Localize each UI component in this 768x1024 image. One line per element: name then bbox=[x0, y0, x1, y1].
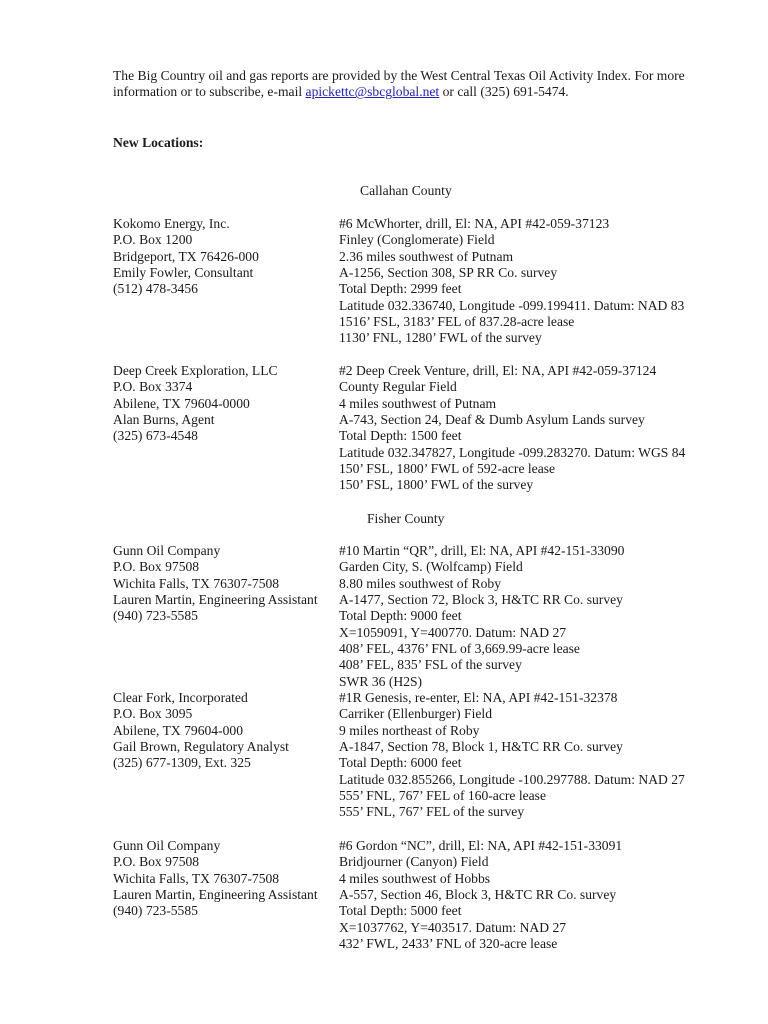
operator-block bbox=[113, 838, 318, 920]
operator-contact: Emily Fowler, Consultant bbox=[113, 265, 254, 281]
operator-name: Gunn Oil Company bbox=[113, 543, 221, 558]
well-line: 150’ FSL, 1800’ FWL of 592-acre lease bbox=[339, 461, 556, 477]
well-line: SWR 36 (H2S) bbox=[339, 673, 423, 689]
operator-city: Abilene, TX 79604-0000 bbox=[113, 395, 250, 411]
operator-name: Deep Creek Exploration, LLC bbox=[113, 363, 278, 378]
intro-line-2-tail: or call (325) 691-5474. bbox=[439, 84, 569, 100]
operator-phone: (940) 723-5585 bbox=[113, 903, 198, 919]
operator-phone: (325) 677-1309, Ext. 325 bbox=[113, 755, 251, 771]
operator-po-box: P.O. Box 3374 bbox=[113, 379, 193, 395]
well-line: 9 miles northeast of Roby bbox=[339, 722, 480, 738]
operator-block bbox=[113, 543, 318, 625]
well-details bbox=[339, 838, 622, 952]
well-line: Latitude 032.336740, Longitude -099.199411. Datum: NAD 83 bbox=[339, 297, 685, 313]
well-details bbox=[339, 543, 624, 690]
operator-name: Kokomo Energy, Inc. bbox=[113, 216, 230, 231]
operator-contact: Alan Burns, Agent bbox=[113, 412, 215, 428]
well-line: A-1847, Section 78, Block 1, H&TC RR Co. survey bbox=[339, 739, 623, 755]
operator-name: Clear Fork, Incorporated bbox=[113, 690, 248, 705]
section-heading-new-locations: New Locations: bbox=[113, 135, 204, 150]
operator-city: Wichita Falls, TX 76307-7508 bbox=[113, 575, 280, 591]
well-line: 408’ FEL, 4376’ FNL of 3,669.99-acre lease bbox=[339, 641, 580, 657]
county-heading-fisher: Fisher County bbox=[367, 511, 445, 526]
well-details bbox=[339, 690, 685, 821]
well-line: #6 Gordon “NC”, drill, El: NA, API #42-151-33091 bbox=[339, 838, 623, 853]
well-line: Total Depth: 2999 feet bbox=[339, 281, 462, 297]
operator-po-box: P.O. Box 97508 bbox=[113, 854, 200, 870]
well-line: #6 McWhorter, drill, El: NA, API #42-059-37123 bbox=[339, 216, 610, 231]
well-line: A-1256, Section 308, SP RR Co. survey bbox=[339, 265, 558, 281]
operator-phone: (325) 673-4548 bbox=[113, 428, 198, 444]
well-line: Latitude 032.855266, Longitude -100.297788. Datum: NAD 27 bbox=[339, 771, 685, 787]
well-line: X=1059091, Y=400770. Datum: NAD 27 bbox=[339, 624, 567, 640]
intro-line-2 bbox=[113, 84, 713, 100]
well-line: 1130’ FNL, 1280’ FWL of the survey bbox=[339, 330, 542, 346]
operator-po-box: P.O. Box 97508 bbox=[113, 559, 200, 575]
operator-contact: Gail Brown, Regulatory Analyst bbox=[113, 739, 289, 755]
well-line: 555’ FNL, 767’ FEL of 160-acre lease bbox=[339, 788, 546, 804]
well-line: Total Depth: 1500 feet bbox=[339, 428, 462, 444]
well-line: County Regular Field bbox=[339, 379, 457, 395]
operator-block bbox=[113, 690, 289, 772]
operator-city: Bridgeport, TX 76426-000 bbox=[113, 248, 259, 264]
well-line: 8.80 miles southwest of Roby bbox=[339, 575, 501, 591]
email-link[interactable]: apickettc@sbcglobal.net bbox=[305, 84, 440, 100]
operator-name: Gunn Oil Company bbox=[113, 838, 221, 853]
operator-phone: (940) 723-5585 bbox=[113, 608, 198, 624]
well-line: X=1037762, Y=403517. Datum: NAD 27 bbox=[339, 919, 567, 935]
intro-line-1: The Big Country oil and gas reports are provided by the West Central Texas Oil Activity Index. For more bbox=[113, 68, 685, 83]
operator-po-box: P.O. Box 3095 bbox=[113, 706, 193, 722]
well-line: 1516’ FSL, 3183’ FEL of 837.28-acre lease bbox=[339, 314, 575, 330]
well-line: Total Depth: 6000 feet bbox=[339, 755, 462, 771]
operator-phone: (512) 478-3456 bbox=[113, 281, 198, 297]
operator-contact: Lauren Martin, Engineering Assistant bbox=[113, 592, 318, 608]
well-line: Finley (Conglomerate) Field bbox=[339, 232, 495, 248]
well-line: Garden City, S. (Wolfcamp) Field bbox=[339, 559, 523, 575]
operator-block bbox=[113, 216, 259, 298]
well-line: A-557, Section 46, Block 3, H&TC RR Co. survey bbox=[339, 887, 617, 903]
intro-paragraph bbox=[113, 68, 713, 101]
well-line: Latitude 032.347827, Longitude -099.283270. Datum: WGS 84 bbox=[339, 444, 686, 460]
operator-block bbox=[113, 363, 278, 445]
operator-city: Abilene, TX 79604-000 bbox=[113, 722, 244, 738]
well-line: 2.36 miles southwest of Putnam bbox=[339, 248, 514, 264]
well-line: A-743, Section 24, Deaf & Dumb Asylum Lands survey bbox=[339, 412, 645, 428]
well-line: 408’ FEL, 835’ FSL of the survey bbox=[339, 657, 522, 673]
well-line: #2 Deep Creek Venture, drill, El: NA, API #42-059-37124 bbox=[339, 363, 657, 378]
operator-contact: Lauren Martin, Engineering Assistant bbox=[113, 887, 318, 903]
intro-line-2-lead: information or to subscribe, e-mail bbox=[113, 84, 306, 100]
well-line: Bridjourner (Canyon) Field bbox=[339, 854, 489, 870]
well-line: A-1477, Section 72, Block 3, H&TC RR Co. survey bbox=[339, 592, 623, 608]
well-line: 432’ FWL, 2433’ FNL of 320-acre lease bbox=[339, 936, 558, 952]
well-line: 150’ FSL, 1800’ FWL of the survey bbox=[339, 477, 534, 493]
well-line: 555’ FNL, 767’ FEL of the survey bbox=[339, 804, 525, 820]
well-details bbox=[339, 216, 684, 347]
well-details bbox=[339, 363, 685, 494]
well-line: #1R Genesis, re-enter, El: NA, API #42-151-32378 bbox=[339, 690, 618, 705]
county-heading-callahan: Callahan County bbox=[360, 183, 452, 198]
well-line: Carriker (Ellenburger) Field bbox=[339, 706, 493, 722]
operator-po-box: P.O. Box 1200 bbox=[113, 232, 193, 248]
well-line: 4 miles southwest of Putnam bbox=[339, 395, 497, 411]
well-line: #10 Martin “QR”, drill, El: NA, API #42-151-33090 bbox=[339, 543, 625, 558]
well-line: Total Depth: 5000 feet bbox=[339, 903, 462, 919]
operator-city: Wichita Falls, TX 76307-7508 bbox=[113, 870, 280, 886]
well-line: Total Depth: 9000 feet bbox=[339, 608, 462, 624]
well-line: 4 miles southwest of Hobbs bbox=[339, 870, 491, 886]
